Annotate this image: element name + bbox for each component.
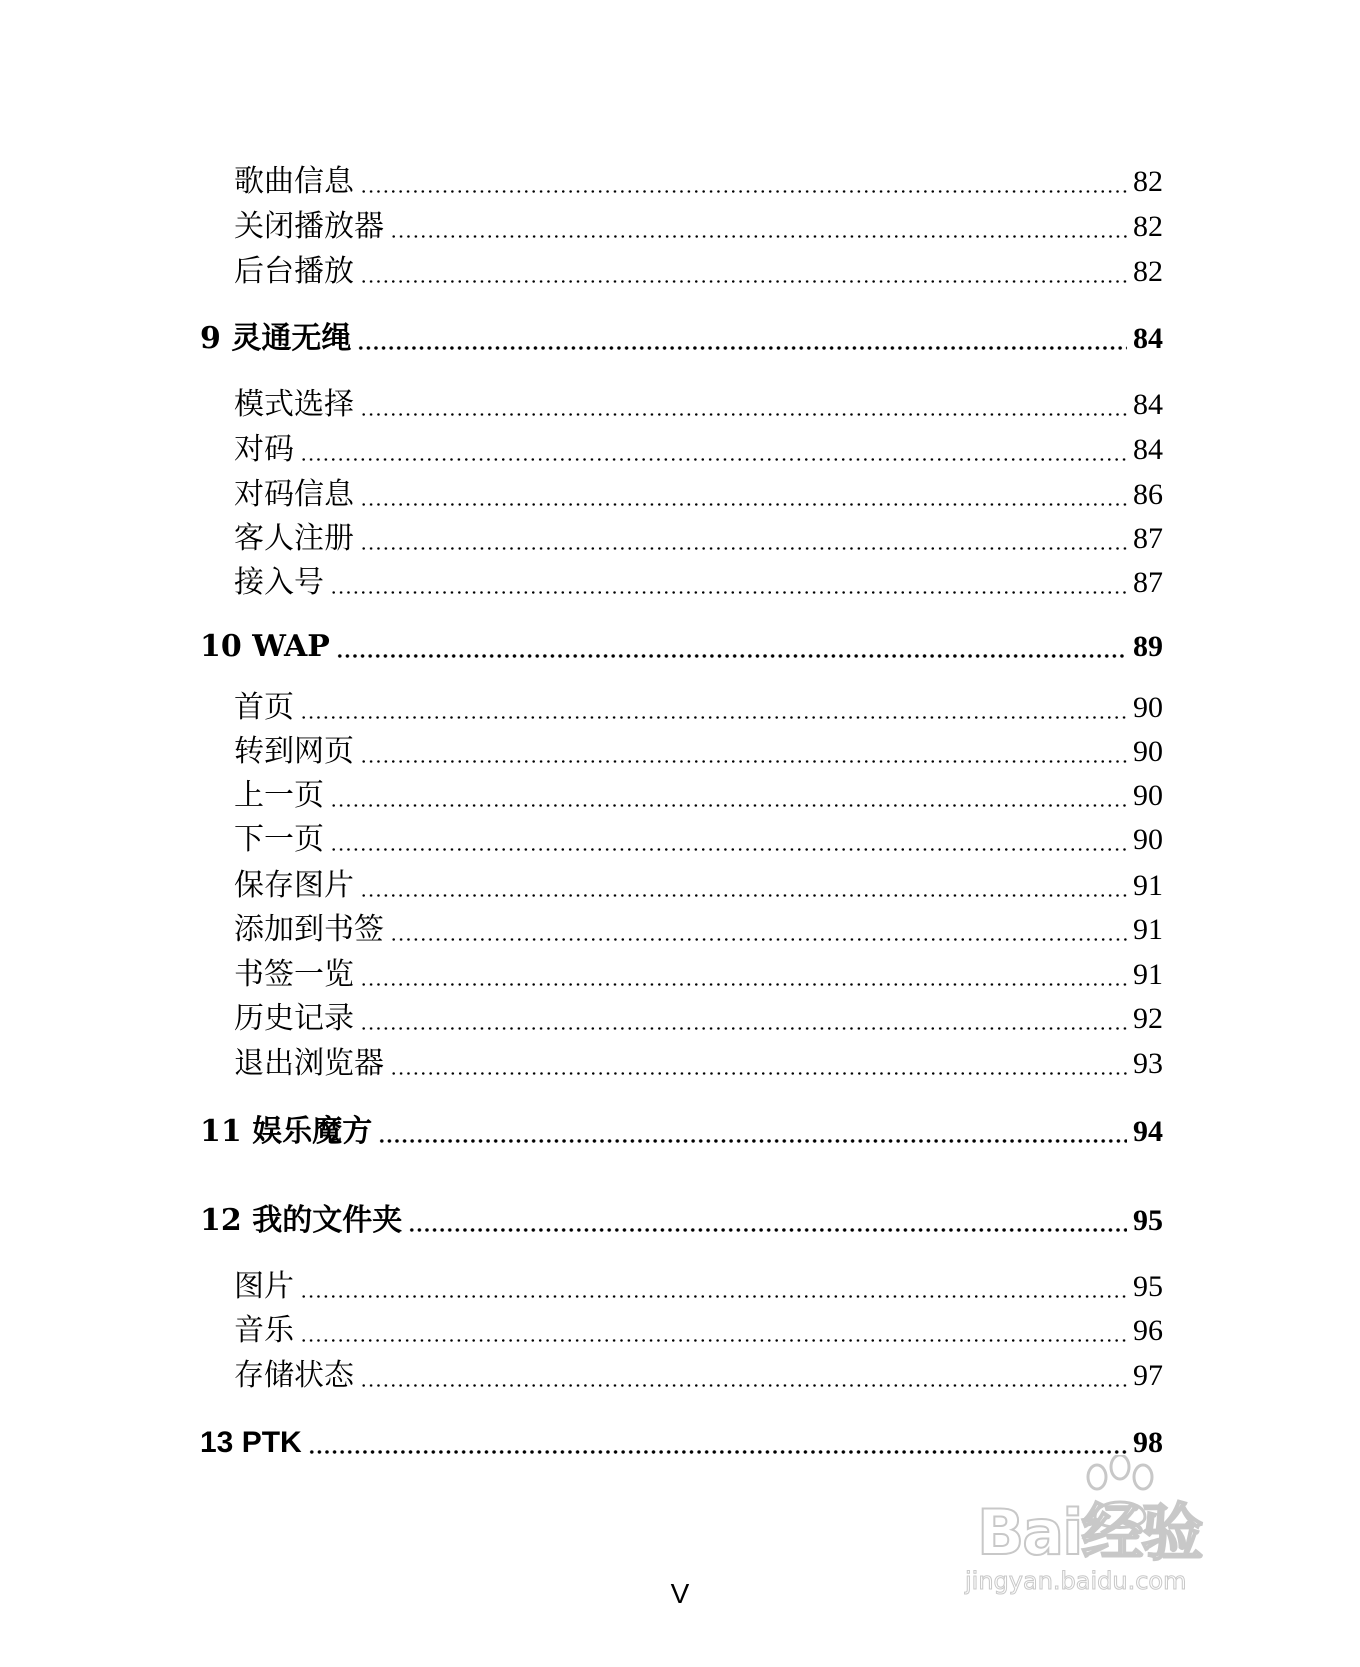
toc-entry-label: 历史记录 [234,1001,354,1036]
toc-entry-15[interactable] [234,906,1163,950]
toc-entry-0[interactable] [234,158,1163,202]
toc-entry-page: 82 [1133,165,1163,198]
dot-leader [360,862,1127,906]
toc-entry-10[interactable] [234,684,1163,728]
toc-entry-17[interactable] [234,995,1163,1039]
toc-entry-label: 存储状态 [234,1358,354,1393]
toc-entry-label: 对码信息 [234,477,354,512]
toc-entry-13[interactable] [234,816,1163,860]
dot-leader [300,1307,1127,1351]
toc-entry-page: 91 [1133,958,1163,991]
toc-chapter-10[interactable] [200,623,1163,667]
toc-entry-page: 95 [1133,1270,1163,1303]
toc-entry-16[interactable] [234,951,1163,995]
dot-leader [390,203,1127,247]
toc-chapter-label: 12 我的文件夹 [200,1203,403,1238]
toc-entry-4[interactable] [234,381,1163,425]
toc-chapter-page: 84 [1133,322,1163,355]
toc-entry-1[interactable] [234,203,1163,247]
toc-entry-label: 保存图片 [234,868,354,903]
toc-entry-page: 84 [1133,433,1163,466]
page-number: V [670,1578,690,1609]
dot-leader [390,1040,1127,1084]
toc-entry-2[interactable] [234,248,1163,292]
toc-entry-label: 音乐 [234,1313,294,1348]
toc-entry-7[interactable] [234,515,1163,559]
toc-entry-label: 模式选择 [234,387,354,422]
toc-entry-page: 97 [1133,1359,1163,1392]
watermark-logo-text: Bai经验 [977,1496,1202,1569]
toc-entry-page: 82 [1133,210,1163,243]
toc-entry-5[interactable] [234,426,1163,470]
dot-leader [360,158,1127,202]
toc-entry-21[interactable] [234,1263,1163,1307]
toc-entry-page: 90 [1133,691,1163,724]
toc-entry-label: 转到网页 [234,734,354,769]
dot-leader [360,248,1127,292]
dot-leader [360,728,1127,772]
toc-entry-page: 90 [1133,735,1163,768]
toc-entry-page: 91 [1133,913,1163,946]
toc-entry-page: 84 [1133,388,1163,421]
toc-entry-label: 歌曲信息 [234,164,354,199]
dot-leader [330,772,1127,816]
toc-entry-label: 书签一览 [234,957,354,992]
toc-chapter-page: 89 [1133,630,1163,663]
toc-entry-14[interactable] [234,862,1163,906]
toc-entry-23[interactable] [234,1352,1163,1396]
dot-leader [360,995,1127,1039]
toc-entry-page: 93 [1133,1047,1163,1080]
toc-entry-page: 96 [1133,1314,1163,1347]
dot-leader [408,1197,1127,1241]
dot-leader [360,951,1127,995]
toc-entry-label: 图片 [234,1269,294,1304]
toc-entry-8[interactable] [234,559,1163,603]
toc-entry-page: 87 [1133,566,1163,599]
dot-leader [300,1263,1127,1307]
dot-leader [330,559,1127,603]
toc-chapter-page: 98 [1133,1426,1163,1459]
toc-entry-label: 后台播放 [234,254,354,289]
dot-leader [390,906,1127,950]
toc-entry-18[interactable] [234,1040,1163,1084]
dot-leader [330,816,1127,860]
toc-entry-11[interactable] [234,728,1163,772]
toc-entry-22[interactable] [234,1307,1163,1351]
toc-entry-label: 接入号 [234,565,324,600]
toc-entry-page: 90 [1133,823,1163,856]
toc-entry-label: 对码 [234,432,294,467]
toc-entry-label: 下一页 [234,822,324,857]
dot-leader [360,515,1127,559]
toc-entry-label: 客人注册 [234,521,354,556]
toc-chapter-page: 94 [1133,1115,1163,1148]
toc-chapter-label: 11 娱乐魔方 [200,1114,373,1149]
toc-chapter-page: 95 [1133,1204,1163,1237]
toc-entry-page: 92 [1133,1002,1163,1035]
toc-entry-page: 90 [1133,779,1163,812]
toc-entry-page: 86 [1133,478,1163,511]
toc-entry-label: 关闭播放器 [234,209,384,244]
toc-entry-label: 退出浏览器 [234,1046,384,1081]
watermark-url-text: jingyan.baidu.com [965,1567,1187,1595]
dot-leader [336,623,1127,667]
baidu-jingyan-watermark [965,1455,1295,1605]
dot-leader [300,426,1127,470]
dot-leader [360,1352,1127,1396]
toc-chapter-11[interactable] [200,1108,1163,1152]
toc-entry-12[interactable] [234,772,1163,816]
dot-leader [300,684,1127,728]
toc-chapter-label: 10 WAP [200,629,330,664]
toc-chapter-9[interactable] [200,315,1163,359]
toc-entry-page: 87 [1133,522,1163,555]
dot-leader [378,1108,1127,1152]
toc-entry-label: 首页 [234,690,294,725]
toc-chapter-label: 13 PTK [200,1426,302,1459]
toc-entry-label: 添加到书签 [234,912,384,947]
toc-entry-label: 上一页 [234,778,324,813]
toc-entry-6[interactable] [234,471,1163,515]
dot-leader [360,471,1127,515]
toc-entry-page: 91 [1133,869,1163,902]
dot-leader [360,381,1127,425]
toc-chapter-12[interactable] [200,1197,1163,1241]
toc-chapter-label: 9 灵通无绳 [200,321,352,356]
toc-entry-page: 82 [1133,255,1163,288]
dot-leader [357,315,1127,359]
